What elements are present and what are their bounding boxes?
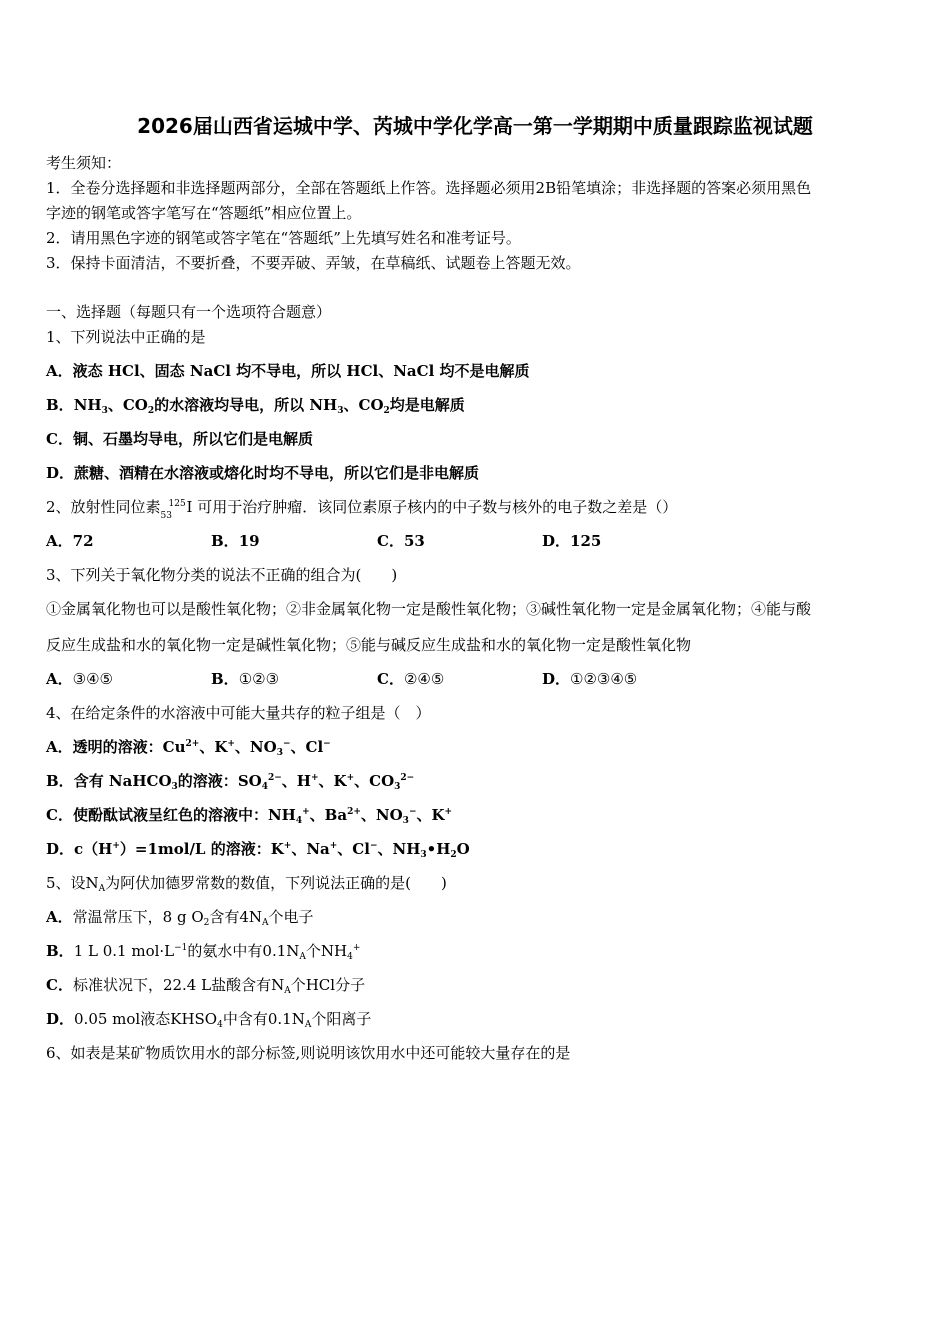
q1-option-c: C．铜、石墨均导电，所以它们是电解质 [46, 430, 313, 448]
q4-option-c: C．使酚酞试液呈红色的溶液中：$NH_4^+$、$Ba^{2+}$、$NO_3^-$、K+ [46, 806, 453, 826]
q3-stem: 3、下列关于氧化物分类的说法不正确的组合为( ) [46, 566, 398, 584]
notice-item-3: 3．保持卡面清洁，不要折叠，不要弄破、弄皱，在草稿纸、试题卷上答题无效。 [46, 254, 581, 272]
notice-heading: 考生须知： [46, 154, 122, 172]
q1-option-b: B．$NH_3$、$CO_2$的水溶液均导电，所以 $NH_3$、$CO_2$均是电解质 [46, 396, 465, 416]
q5-option-d: D．0.05 mol液态$KHSO_4$中含有$0.1N_A$个阳离子 [46, 1010, 372, 1030]
notice-item-1-line-2: 字迹的钢笔或答字笔写在“答题纸”相应位置上。 [46, 204, 362, 222]
q4-option-d: D．c（H+）=1mol/L 的溶液：K+、Na+、Cl−、$NH_3•H_2O$ [46, 840, 470, 860]
q3-option-d: D．①②③④⑤ [542, 670, 638, 688]
q4-option-b: B．含有 NaHCO$_3$的溶液：$SO_4^{2-}$、H+、K+、$CO_3^{2-}$ [46, 772, 415, 792]
q2-option-d: D．125 [542, 532, 602, 550]
q5-option-c: C．标准状况下，22.4 L盐酸含有$N_A$个HCl分子 [46, 976, 366, 996]
q1-option-a: A．液态 HCl、固态 NaCl 均不导电，所以 HCl、NaCl 均不是电解质 [46, 362, 530, 380]
q2-option-b: B．19 [211, 532, 260, 550]
q2-option-a: A．72 [46, 532, 94, 550]
q1-stem: 1、下列说法中正确的是 [46, 328, 206, 346]
q3-option-b: B．①②③ [211, 670, 280, 688]
q4-option-a: A．透明的溶液：$Cu^{2+}$、K+、$NO_3^-$、Cl− [46, 738, 331, 758]
q5-option-a: A．常温常压下，8 g $O_2$含有$4N_A$个电子 [46, 908, 314, 928]
q5-option-b: B．1 L 0.1 $mol\cdot L^{-1}$的氨水中有$0.1N_A$个$NH_4^+$ [46, 942, 361, 962]
isotope-notation: 125 53 [160, 499, 186, 521]
q4-stem: 4、在给定条件的水溶液中可能大量共存的粒子组是（ ） [46, 704, 431, 722]
q3-option-a: A．③④⑤ [46, 670, 113, 688]
section-heading: 一、选择题（每题只有一个选项符合题意） [46, 303, 332, 321]
notice-item-2: 2．请用黑色字迹的钢笔或答字笔在“答题纸”上先填写姓名和准考证号。 [46, 229, 521, 247]
q3-statement-line-2: 反应生成盐和水的氧化物一定是碱性氧化物；⑤能与碱反应生成盐和水的氧化物一定是酸性氧化物 [46, 636, 692, 654]
notice-item-1-line-1: 1．全卷分选择题和非选择题两部分，全部在答题纸上作答。选择题必须用2B铅笔填涂；非选择题的答案必须用黑色 [46, 179, 812, 197]
q3-option-c: C．②④⑤ [377, 670, 445, 688]
q3-statement-line-1: ①金属氧化物也可以是酸性氧化物；②非金属氧化物一定是酸性氧化物；③碱性氧化物一定是金属氧化物；④能与酸 [46, 600, 812, 618]
q2-option-c: C．53 [377, 532, 425, 550]
page-title: 2026届山西省运城中学、芮城中学化学高一第一学期期中质量跟踪监视试题 [137, 114, 813, 138]
q5-stem: 5、设$N_A$为阿伏加德罗常数的数值，下列说法正确的是( ) [46, 874, 447, 894]
q1-option-d: D．蔗糖、酒精在水溶液或熔化时均不导电，所以它们是非电解质 [46, 464, 480, 482]
q2-stem: 2、放射性同位素 125 53 I 可用于治疗肿瘤．该同位素原子核内的中子数与核外的电子数之差是（） [46, 498, 678, 521]
q6-stem: 6、如表是某矿物质饮用水的部分标签,则说明该饮用水中还可能较大量存在的是 [46, 1044, 571, 1062]
